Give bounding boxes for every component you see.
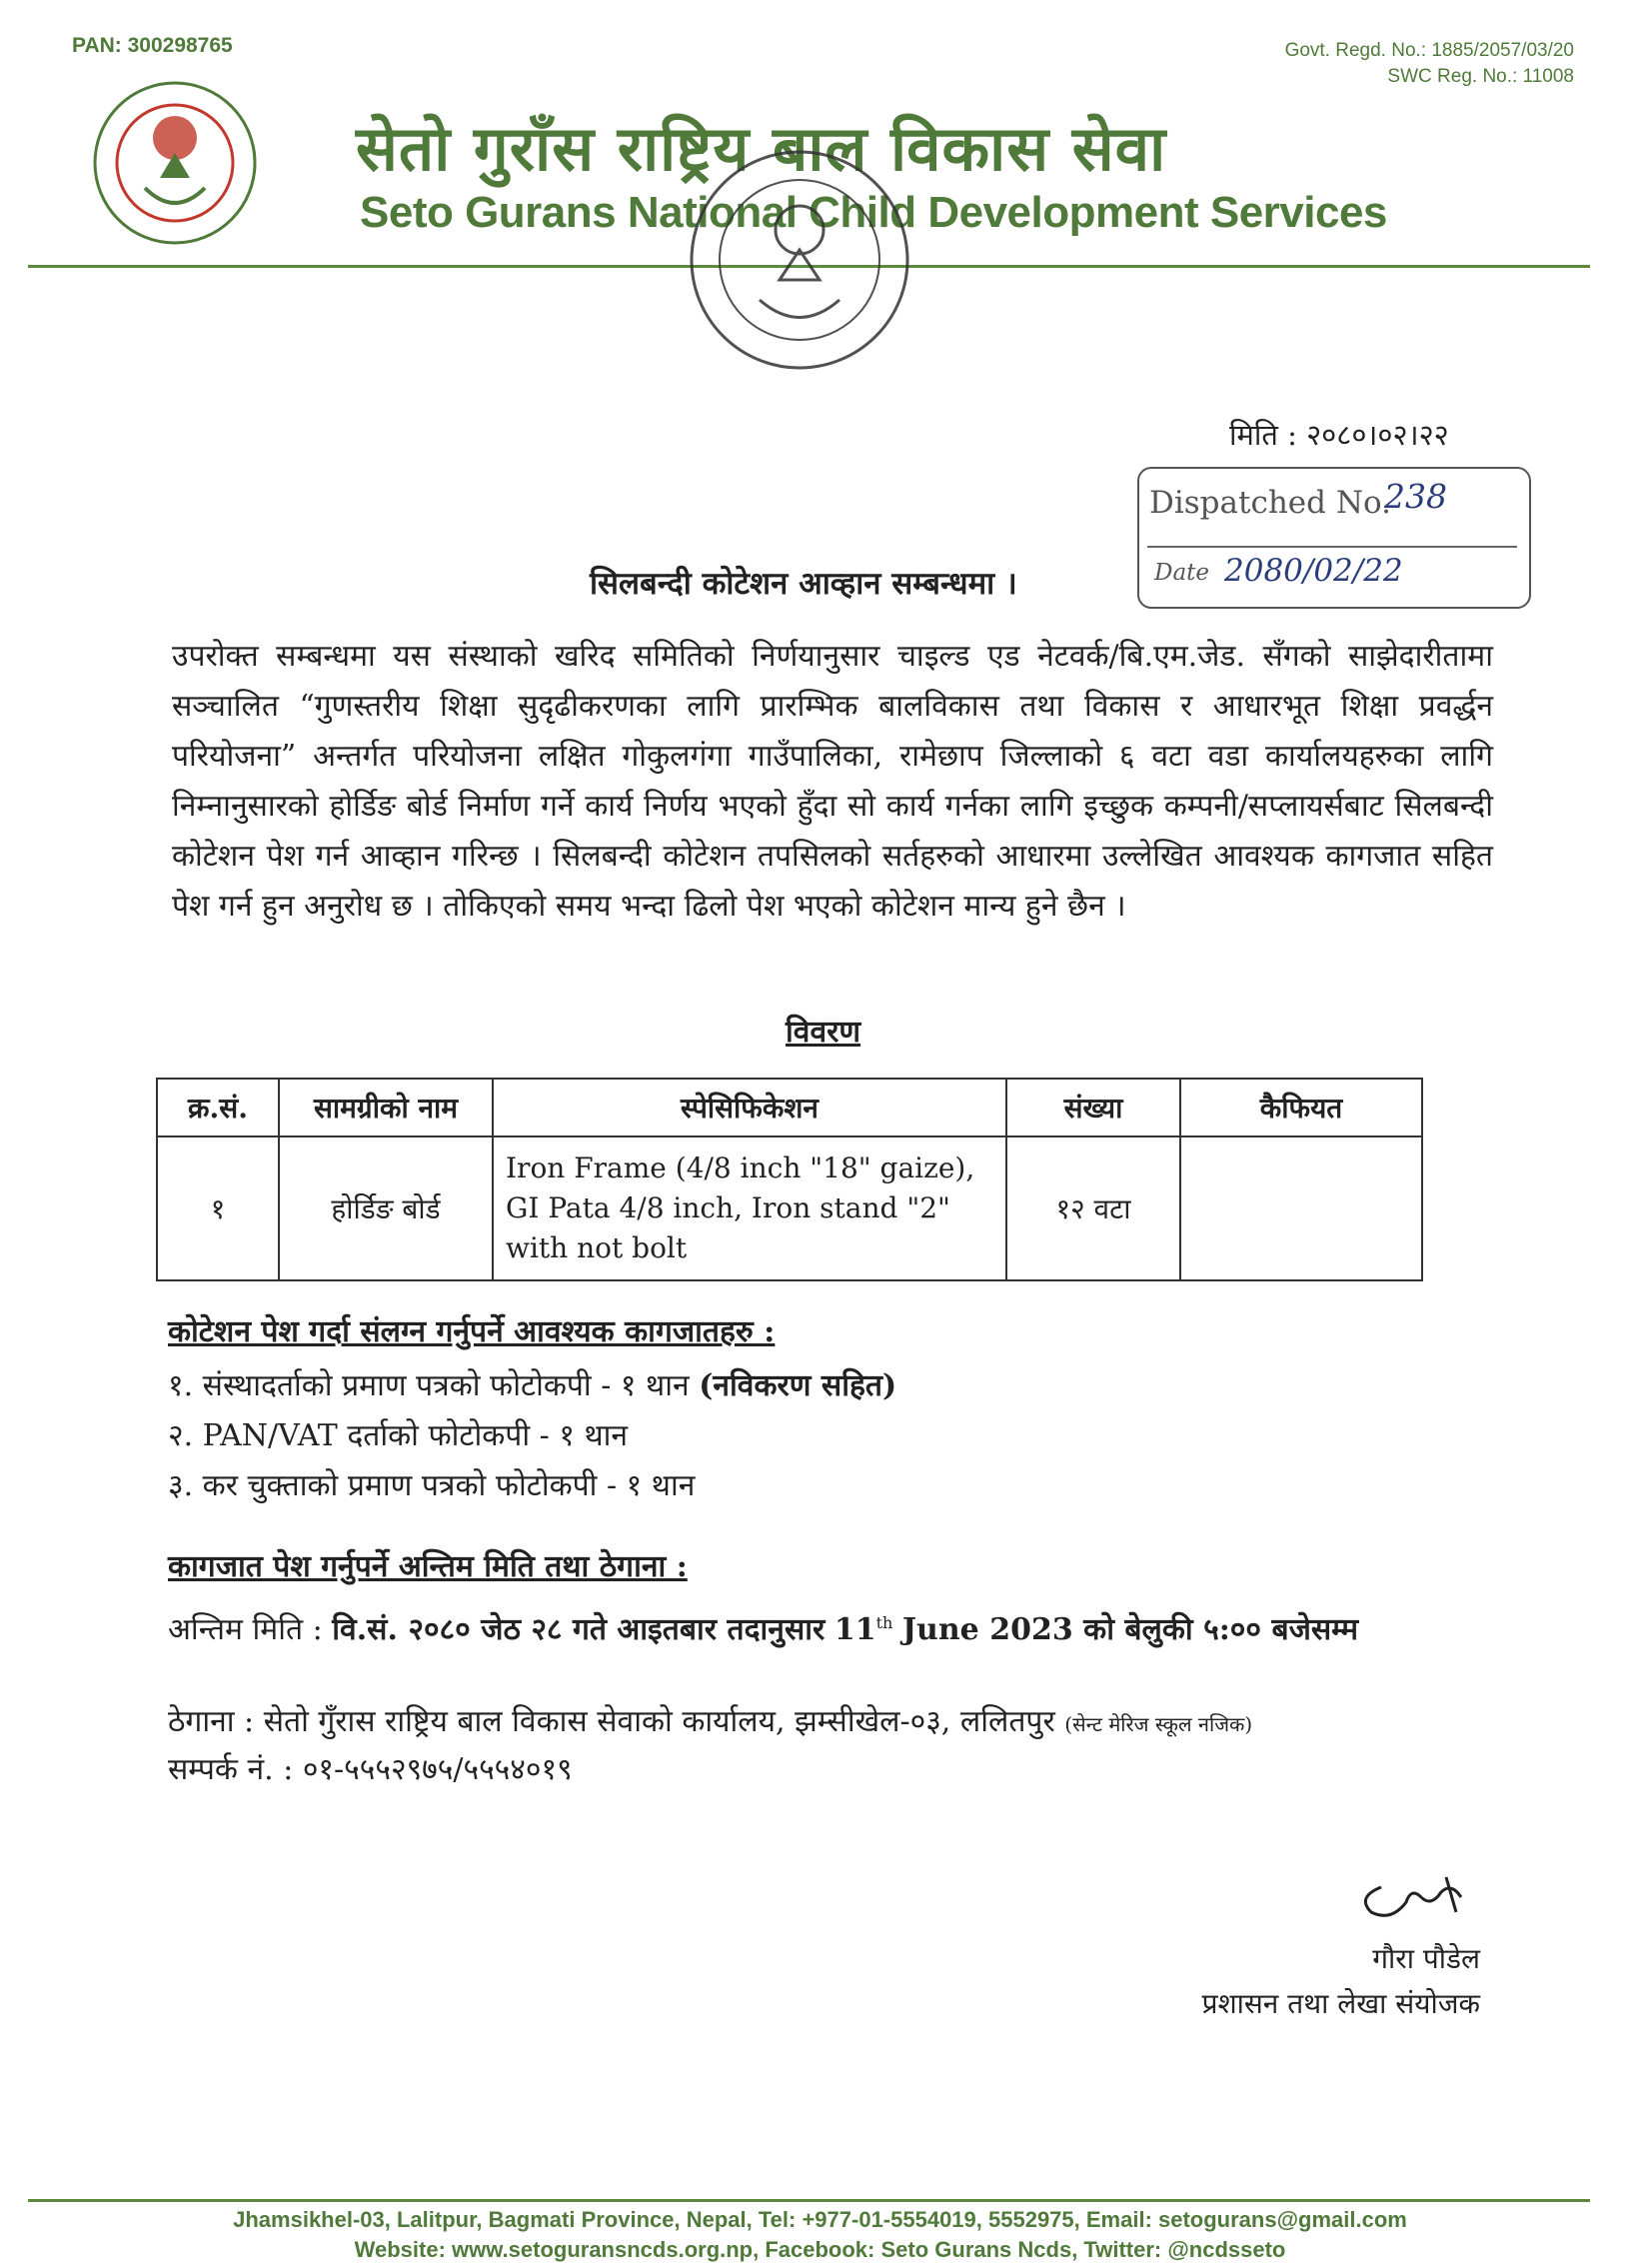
footer-divider	[28, 2199, 1590, 2202]
required-doc-item	[168, 1363, 896, 1404]
required-doc-note: (नविकरण सहित)	[699, 1368, 897, 1403]
deadline-date	[168, 1597, 1467, 1656]
header-specification: स्पेसिफिकेशन	[493, 1079, 1006, 1136]
cell-specification: Iron Frame (4/8 inch "18" gaize), GI Pata 4/8 inch, Iron stand "2" with not bolt	[493, 1136, 1006, 1280]
cell-remarks	[1180, 1136, 1422, 1280]
footer-address: Jhamsikhel-03, Lalitpur, Bagmati Province, Nepal, Tel: +977-01-5554019, 5552975, Email: setogurans@gmail.com	[233, 2207, 1407, 2232]
letter-subject: सिलबन्दी कोटेशन आव्हान सम्बन्धमा ।	[590, 566, 1017, 602]
required-docs-title: कोटेशन पेश गर्दा संलग्न गर्नुपर्ने आवश्यक कागजातहरु :	[168, 1314, 776, 1349]
header-quantity: संख्या	[1006, 1079, 1180, 1136]
table-title: विवरण	[786, 1015, 861, 1050]
required-doc-item: २. PAN/VAT दर्ताको फोटोकपी - १ थान	[168, 1418, 629, 1453]
contact-number: सम्पर्क नं. : ०१-५५५२९७५/५५५४०१९	[168, 1752, 573, 1787]
deadline-day: 11	[833, 1612, 876, 1647]
cell-quantity: १२ वटा	[1006, 1136, 1180, 1280]
dispatch-date-value: 2080/02/22	[1224, 553, 1403, 589]
official-stamp-icon	[640, 150, 959, 380]
deadline-value-end: June 2023 को बेलुकी ५:०० बजेसम्म	[901, 1612, 1359, 1647]
document-date: मिति : २०८०।०२।२२	[1229, 418, 1449, 452]
address-text: ठेगाना : सेतो गुँरास राष्ट्रिय बाल विकास सेवाको कार्यालय, झम्सीखेल-०३, ललितपुर	[168, 1704, 1055, 1739]
signatory-name: गौरा पौडेल	[1372, 1942, 1480, 1975]
required-doc-item: ३. कर चुक्ताको प्रमाण पत्रको फोटोकपी - १ थान	[168, 1468, 696, 1503]
table-row	[157, 1136, 1422, 1280]
deadline-title: कागजात पेश गर्नुपर्ने अन्तिम मिति तथा ठेगाना :	[168, 1549, 688, 1584]
org-title-nepali: सेतो गुराँस राष्ट्रिय बाल विकास सेवा	[356, 112, 1167, 185]
deadline-day-suffix: th	[875, 1613, 893, 1632]
registration-info	[1285, 38, 1574, 90]
pan-number: PAN: 300298765	[72, 34, 233, 57]
submission-address	[168, 1699, 1252, 1740]
org-title-english: Seto Gurans National Child Development Services	[360, 188, 1387, 237]
header-remarks: कैफियत	[1180, 1079, 1422, 1136]
required-doc-text: १. संस्थादर्ताको प्रमाण पत्रको फोटोकपी - १ थान	[168, 1368, 690, 1403]
address-note: (सेन्ट मेरिज स्कूल नजिक)	[1064, 1712, 1253, 1736]
deadline-value: वि.सं. २०८० जेठ २८ गते आइतबार तदानुसार	[332, 1612, 825, 1647]
cell-serial: १	[157, 1136, 279, 1280]
signatory-role: प्रशासन तथा लेखा संयोजक	[1201, 1987, 1480, 2020]
dispatch-number-label: Dispatched No.	[1149, 485, 1391, 521]
dispatch-divider	[1147, 546, 1517, 548]
organization-logo-icon	[60, 58, 310, 258]
deadline-label: अन्तिम मिति :	[168, 1612, 323, 1647]
specification-table	[156, 1078, 1423, 1281]
handwritten-signature-icon	[1351, 1857, 1481, 1927]
dispatch-number-value: 238	[1384, 477, 1447, 516]
cell-item-name: होर्डिङ बोर्ड	[279, 1136, 493, 1280]
letter-body: उपरोक्त सम्बन्धमा यस संस्थाको खरिद समितिको निर्णयानुसार चाइल्ड एड नेटवर्क/बि.एम.जेड. सँगको साझेदारीतामा सञ्चालित “गुणस्तरीय शिक्षा सुदृढीकरणका लागि प्रारम्भिक बालविकास तथा विकास र आधारभूत शिक्षा प्रवर्द्धन परियोजना” अन्तर्गत परियोजना लक्षित गोकुलगंगा गाउँपालिका, रामेछाप जिल्लाको ६ वटा वडा कार्यालयहरुका लागि निम्नानुसारको होर्डिङ बोर्ड निर्माण गर्ने कार्य निर्णय भएको हुँदा सो कार्य गर्नका लागि इच्छुक कम्पनी/सप्लायर्सबाट सिलबन्दी कोटेशन पेश गर्न आव्हान गरिन्छ । सिलबन्दी कोटेशन तपसिलको सर्तहरुको आधारमा उल्लेखित आवश्यक कागजात सहित पेश गर्न हुन अनुरोध छ । तोकिएको समय भन्दा ढिलो पेश भएको कोटेशन मान्य हुने छैन ।	[172, 639, 1493, 924]
swc-reg-number: SWC Reg. No.: 11008	[1387, 66, 1574, 87]
table-header-row	[157, 1079, 1422, 1136]
dispatch-date-label: Date	[1154, 560, 1210, 586]
govt-regd-number: Govt. Regd. No.: 1885/2057/03/20	[1284, 40, 1574, 61]
header-item-name: सामग्रीको नाम	[279, 1079, 493, 1136]
footer-links: Website: www.setoguransncds.org.np, Facebook: Seto Gurans Ncds, Twitter: @ncdsseto	[354, 2237, 1286, 2262]
header-serial: क्र.सं.	[157, 1079, 279, 1136]
